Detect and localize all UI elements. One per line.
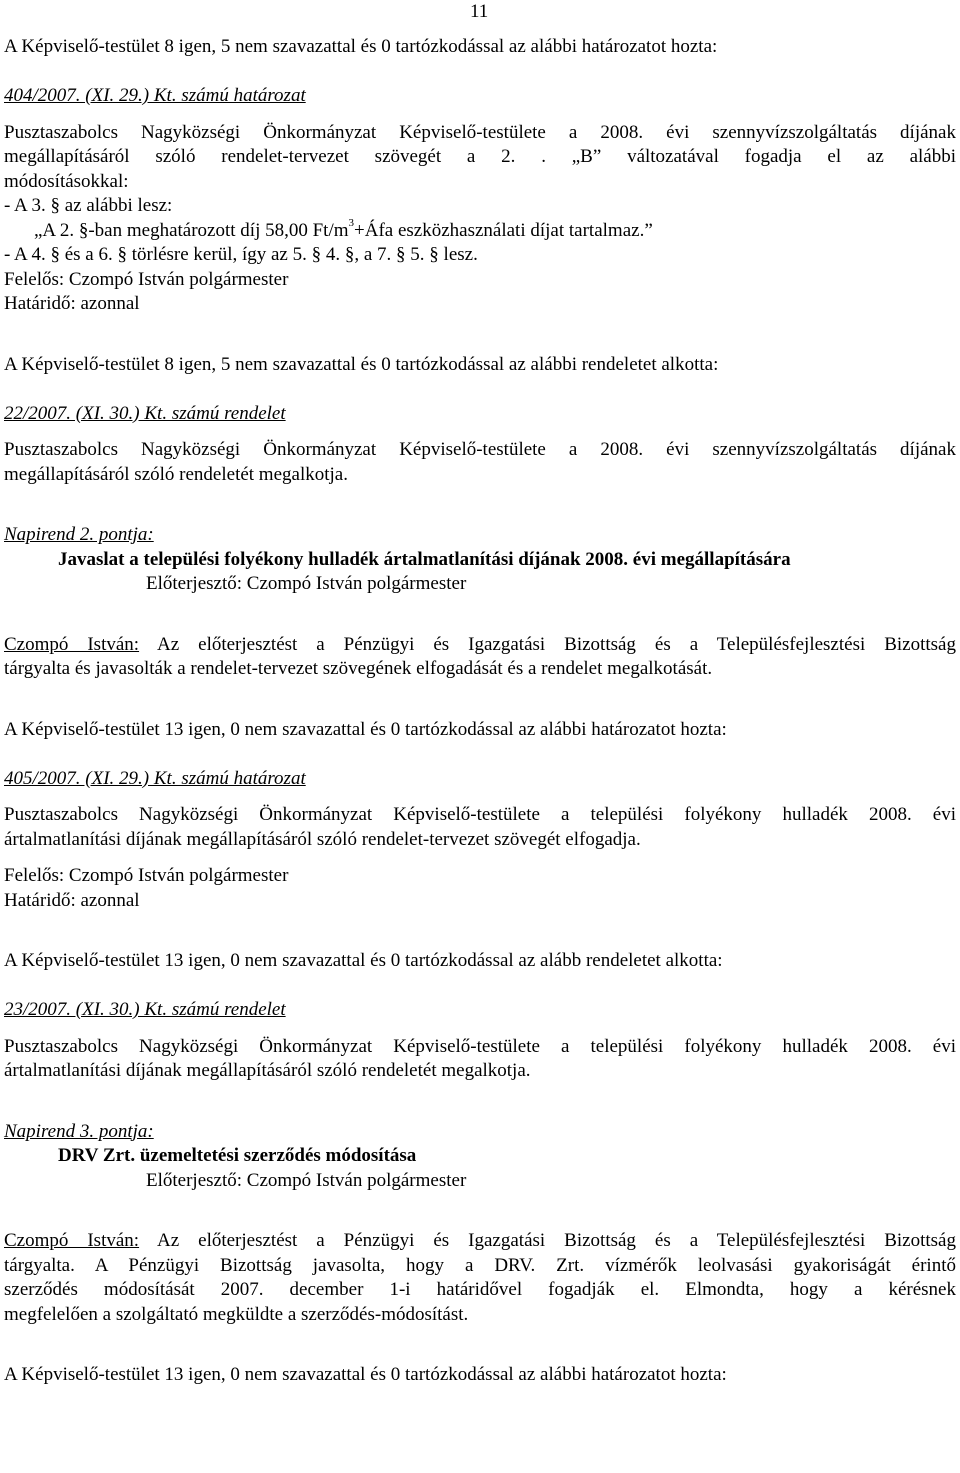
vote-statement: A Képviselő-testület 8 igen, 5 nem szavazattal és 0 tartózkodással az alábbi határozatot hozta:	[4, 36, 718, 57]
agenda-item-title: DRV Zrt. üzemeltetési szerződés módosítása	[58, 1145, 417, 1166]
decree-number: 22/2007. (XI. 30.) Kt. számú rendelet	[4, 402, 286, 424]
responsible-person: Felelős: Czompó István polgármester	[4, 865, 289, 886]
deadline: Határidő: azonnal	[4, 889, 140, 911]
speaker-paragraph: tárgyalta. A Pénzügyi Bizottság javasolta, hogy a DRV. Zrt. vízmérők leolvasási gyakoriságát érintő	[4, 1254, 956, 1276]
amendment-quote: „A 2. §-ban meghatározott díj 58,00 $Ft/m^3+Áfa$ eszközhasználati díjat tartalmaz.”	[34, 217, 653, 241]
vote-statement: A Képviselő-testület 13 igen, 0 nem szavazattal és 0 tartózkodással az alábbi határozatot hozta:	[4, 1364, 727, 1385]
resolution-text: ártalmatlanítási díjának megállapításáról szóló rendelet-tervezet szövegét elfogadja.	[4, 828, 641, 850]
vote-statement: A Képviselő-testület 13 igen, 0 nem szavazattal és 0 tartózkodással az alábbi határozatot hozta:	[4, 718, 727, 740]
presenter: Előterjesztő: Czompó István polgármester	[146, 573, 467, 594]
vote-statement: A Képviselő-testület 13 igen, 0 nem szavazattal és 0 tartózkodással az alább rendeletet alkotta:	[4, 950, 723, 971]
speaker-name: Czompó István:	[4, 1230, 140, 1251]
resolution-text: módosításokkal:	[4, 170, 129, 192]
resolution-text: megállapításáról szóló rendelet-tervezet szövegét a 2. . „B” változatával fogadja el az alábbi	[4, 146, 956, 167]
agenda-item-heading: Napirend 3. pontja:	[4, 1120, 154, 1142]
speaker-paragraph: szerződés módosítását 2007. december 1-i határidővel fogadják el. Elmondta, hogy a kérésnek	[4, 1279, 956, 1300]
page-number: 11	[470, 1, 489, 22]
vote-statement: A Képviselő-testület 8 igen, 5 nem szavazattal és 0 tartózkodással az alábbi rendeletet alkotta:	[4, 353, 719, 375]
speaker-paragraph: tárgyalta és javasolták a rendelet-tervezet szövegének elfogadását és a rendelet megalkotását.	[4, 658, 713, 679]
resolution-text: Pusztaszabolcs Nagyközségi Önkormányzat Képviselő-testülete a települési folyékony hulladék 2008. évi	[4, 804, 956, 825]
decree-text: ártalmatlanítási díjának megállapításáról szóló rendeletét megalkotja.	[4, 1060, 531, 1081]
decree-number: 23/2007. (XI. 30.) Kt. számú rendelet	[4, 999, 286, 1020]
speaker-paragraph: Czompó István: Az előterjesztést a Pénzügyi és Igazgatási Bizottság és a Településfejlesztési Bizottság	[4, 1230, 956, 1251]
resolution-number: 404/2007. (XI. 29.) Kt. számú határozat	[4, 85, 306, 106]
deadline: Határidő: azonnal	[4, 293, 140, 314]
speaker-paragraph: megfelelően a szolgáltató megküldte a szerződés-módosítást.	[4, 1303, 469, 1325]
decree-text: Pusztaszabolcs Nagyközségi Önkormányzat Képviselő-testülete a települési folyékony hulladék 2008. évi	[4, 1035, 956, 1057]
presenter: Előterjesztő: Czompó István polgármester	[146, 1169, 467, 1191]
resolution-number: 405/2007. (XI. 29.) Kt. számú határozat	[4, 767, 306, 789]
speaker-name: Czompó István:	[4, 633, 140, 655]
agenda-item-heading: Napirend 2. pontja:	[4, 524, 154, 545]
resolution-text: Pusztaszabolcs Nagyközségi Önkormányzat Képviselő-testülete a 2008. évi szennyvízszolgáltatás díjának	[4, 121, 956, 143]
agenda-item-title: Javaslat a települési folyékony hulladék ártalmatlanítási díjának 2008. évi megállapítására	[58, 548, 791, 570]
amendment-item: - A 4. § és a 6. § törlésre kerül, így az 5. § 4. §, a 7. § 5. § lesz.	[4, 244, 478, 265]
amendment-item: - A 3. § az alábbi lesz:	[4, 195, 173, 216]
speaker-paragraph: Czompó István: Az előterjesztést a Pénzügyi és Igazgatási Bizottság és a Településfejlesztési Bizottság	[4, 633, 956, 655]
decree-text: Pusztaszabolcs Nagyközségi Önkormányzat Képviselő-testülete a 2008. évi szennyvízszolgáltatás díjának	[4, 439, 956, 460]
document-body	[4, 35, 956, 1388]
responsible-person: Felelős: Czompó István polgármester	[4, 268, 289, 290]
decree-text: megállapításáról szóló rendeletét megalkotja.	[4, 463, 348, 485]
